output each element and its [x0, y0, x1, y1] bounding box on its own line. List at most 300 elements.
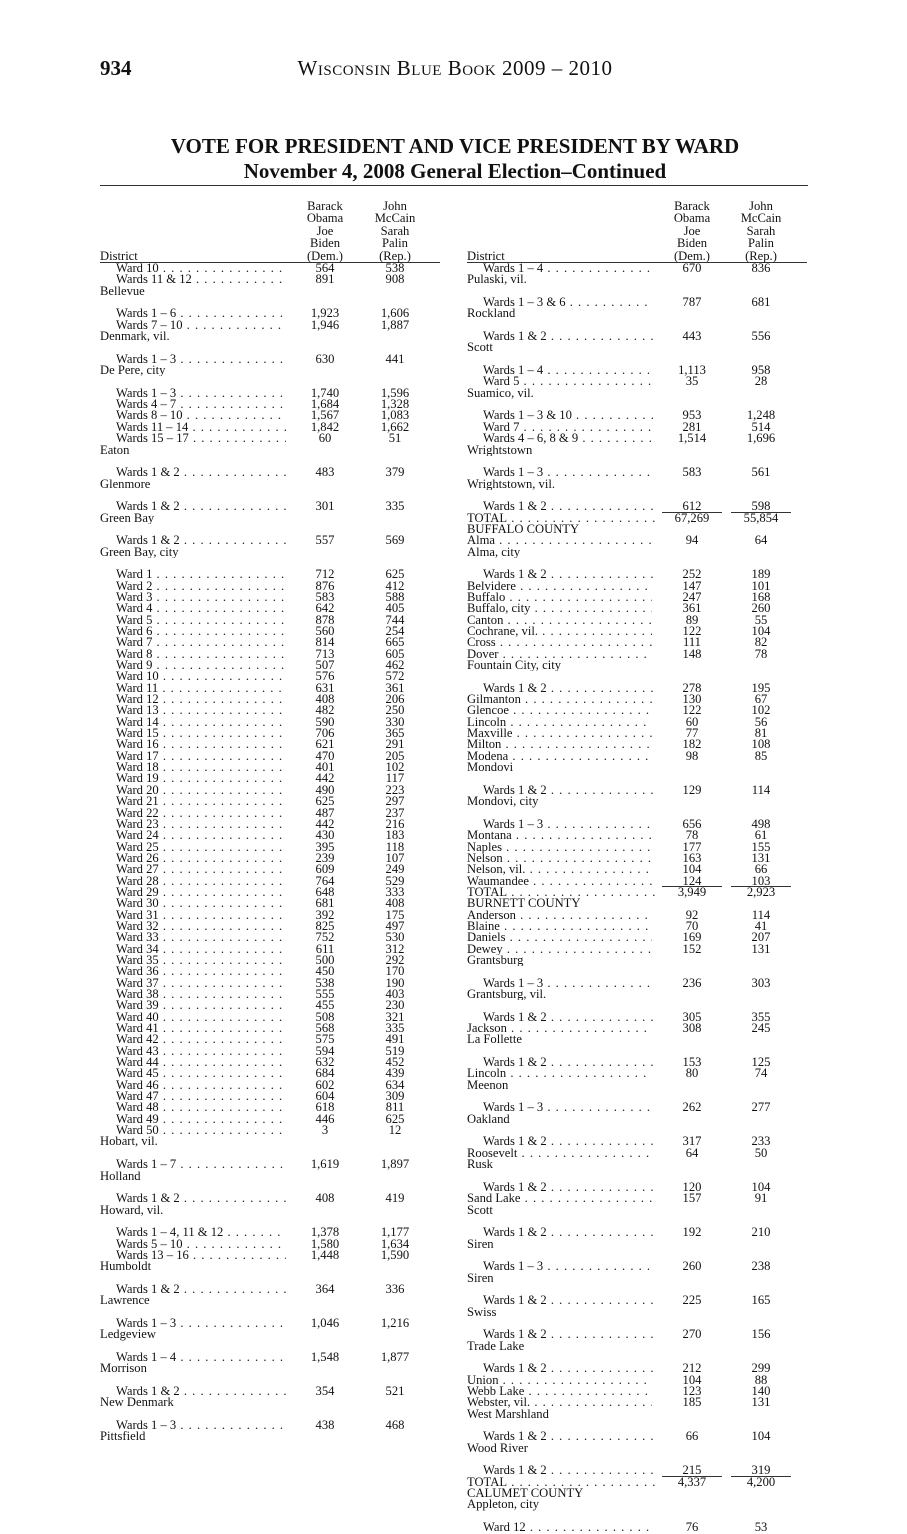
district-label: Mondovi, city: [467, 796, 539, 808]
rep-votes: 51: [388, 431, 402, 446]
table-row: [467, 320, 807, 343]
district-label: Ward 25 . . .: [116, 842, 286, 853]
district-heading: [100, 1136, 440, 1147]
district-label: TOTAL . . .: [467, 887, 657, 898]
district-label: Meenon: [467, 1079, 509, 1092]
district-header: District: [100, 249, 138, 263]
dem-votes: 60: [685, 714, 699, 729]
district-label: Siren: [467, 1272, 494, 1284]
rep-votes: 561: [751, 465, 771, 480]
district-heading: [467, 989, 807, 1000]
table-row: [100, 1273, 440, 1296]
dem-votes: 576: [315, 669, 335, 684]
dem-votes: 278: [682, 680, 702, 695]
rep-votes: 101: [751, 578, 771, 593]
dem-votes: 395: [315, 839, 335, 854]
dem-votes: 77: [685, 726, 699, 741]
rep-votes: 102: [385, 760, 405, 775]
dem-votes: 401: [315, 760, 335, 775]
table-row: [467, 1193, 807, 1204]
table-row: [100, 1247, 440, 1262]
dem-votes: 568: [315, 1021, 335, 1036]
district-label: Eaton: [100, 444, 130, 456]
table-row: [100, 1409, 440, 1432]
district-label: TOTAL . . .: [467, 1477, 657, 1488]
district-heading: [467, 1080, 807, 1091]
table-row: [100, 1307, 440, 1330]
rep-votes: 238: [751, 1259, 771, 1274]
district-label: Ward 10 . . .: [116, 263, 286, 274]
rep-votes: 28: [754, 374, 768, 389]
rep-votes: 452: [385, 1055, 405, 1070]
page-title: [100, 134, 810, 184]
district-heading: [467, 1273, 807, 1284]
table-row: [467, 1046, 807, 1069]
district-label: Rusk: [467, 1159, 493, 1171]
rep-votes: 245: [751, 1021, 771, 1036]
rep-votes: 56: [754, 714, 768, 729]
rep-votes: 605: [385, 646, 405, 661]
district-label: Wards 5 – 10 . . .: [116, 1239, 286, 1250]
dem-votes: 157: [682, 1191, 702, 1206]
rep-votes: 519: [385, 1043, 405, 1058]
table-row: [100, 297, 440, 320]
rep-votes: 1,606: [380, 306, 410, 321]
rep-votes: 1,877: [380, 1350, 410, 1364]
district-label: Wards 1 – 3 . . .: [116, 1420, 286, 1431]
rep-votes: 1,177: [380, 1225, 410, 1240]
dem-votes: 446: [315, 1111, 335, 1126]
district-label: TOTAL . . .: [467, 513, 657, 524]
district-label: Alma . . .: [467, 535, 652, 546]
district-heading: [467, 342, 807, 353]
district-label: Roosevelt . . .: [467, 1148, 652, 1159]
district-label: Ward 8 . . .: [116, 649, 286, 660]
dem-votes: 712: [315, 567, 335, 582]
table-row: [467, 286, 807, 309]
dem-votes: 70: [685, 918, 699, 933]
district-heading: [100, 286, 440, 297]
district-label: Wards 1 & 2 . . .: [483, 1136, 653, 1147]
rep-votes: 249: [385, 862, 405, 877]
rep-votes: 441: [385, 351, 405, 366]
rep-votes: 439: [385, 1066, 405, 1081]
table-row: [467, 966, 807, 989]
district-label: Wards 1 – 3 . . .: [483, 819, 653, 830]
district-label: Ward 34 . . .: [116, 944, 286, 955]
district-label: Ward 17 . . .: [116, 751, 286, 762]
district-label: De Pere, city: [100, 365, 166, 377]
district-label: Glenmore: [100, 478, 151, 490]
district-label: Wards 1 & 2 . . .: [483, 1431, 653, 1442]
district-label: Wards 1 – 4 . . .: [483, 263, 653, 274]
rep-votes: 131: [751, 850, 771, 865]
district-label: Ward 13 . . .: [116, 705, 286, 716]
rep-votes: 237: [385, 805, 405, 820]
rep-votes: 189: [751, 567, 771, 582]
district-label: Wards 13 – 16 . . .: [116, 1250, 286, 1261]
table-row: [467, 1386, 807, 1397]
district-label: Ward 30 . . .: [116, 898, 286, 909]
district-heading: [467, 1341, 807, 1352]
rep-votes: 107: [385, 850, 405, 865]
title-rule: [100, 185, 808, 186]
district-label: Trade Lake: [467, 1340, 525, 1352]
district-label: Montana . . .: [467, 830, 652, 841]
rep-votes: 529: [385, 873, 405, 888]
table-row: [467, 1284, 807, 1307]
district-label: Ledgeview: [100, 1329, 156, 1341]
district-heading: [467, 479, 807, 490]
table-row: [467, 1250, 807, 1273]
rep-votes: 277: [751, 1100, 771, 1115]
dem-votes: 814: [315, 635, 335, 650]
dem-votes: 612: [682, 499, 702, 514]
dem-votes: 1,740: [310, 385, 340, 400]
dem-votes: 98: [685, 748, 699, 763]
district-label: Pulaski, vil.: [467, 274, 527, 286]
table-row: [467, 1397, 807, 1408]
district-label: Humboldt: [100, 1261, 152, 1273]
table-row: [467, 1068, 807, 1079]
table-row: [467, 1420, 807, 1443]
dem-votes: 555: [315, 987, 335, 1001]
dem-votes: 317: [682, 1134, 702, 1149]
rep-votes: 175: [385, 907, 405, 922]
district-heading: [467, 308, 807, 319]
district-heading: [100, 365, 440, 376]
rep-votes: 1,590: [380, 1247, 410, 1262]
rep-votes: 598: [751, 499, 771, 514]
dem-votes: 443: [682, 329, 702, 344]
district-label: Wards 1 – 4 . . .: [116, 1352, 286, 1363]
dem-votes: 621: [315, 737, 335, 752]
dem-votes: 455: [315, 998, 335, 1013]
dem-votes: 557: [315, 533, 335, 548]
rep-votes: 206: [385, 692, 405, 707]
dem-votes: 392: [315, 907, 335, 922]
district-label: Wards 1 & 2 . . .: [483, 1363, 653, 1374]
district-label: Wards 1 – 3 . . .: [483, 1261, 653, 1272]
dem-votes: 713: [315, 646, 335, 661]
rep-votes: 538: [385, 261, 405, 275]
rep-votes: 292: [385, 952, 405, 967]
rep-votes: 156: [751, 1327, 771, 1342]
district-label: Wards 1 & 2 . . .: [483, 331, 653, 342]
dem-votes: 670: [682, 261, 702, 275]
total-row: [467, 884, 807, 899]
district-label: Milton . . .: [467, 739, 652, 750]
table-row: [467, 456, 807, 479]
dem-votes: 236: [682, 975, 702, 990]
rep-votes: 118: [385, 839, 405, 854]
dem-votes: 500: [315, 952, 335, 967]
table-row: [467, 941, 807, 956]
rep-votes: 634: [385, 1077, 405, 1092]
district-label: Morrison: [100, 1363, 147, 1375]
district-heading: [467, 1205, 807, 1216]
rep-votes: 462: [385, 658, 405, 673]
district-heading: [100, 1295, 440, 1306]
district-header: District: [467, 249, 505, 263]
district-label: Lincoln . . .: [467, 1068, 652, 1079]
rep-votes: 190: [385, 975, 405, 990]
district-heading: [467, 388, 807, 399]
dem-votes: 1,923: [310, 306, 340, 321]
district-label: Wards 1 & 2 . . .: [483, 1012, 653, 1023]
table-row: [467, 1454, 807, 1477]
rep-votes: 836: [751, 261, 771, 275]
running-header: [100, 56, 810, 82]
dem-votes: 594: [315, 1043, 335, 1058]
rep-votes: 82: [754, 635, 768, 650]
district-label: Sand Lake . . .: [467, 1193, 652, 1204]
table-row: [100, 1125, 440, 1136]
dem-votes: 60: [318, 431, 332, 446]
dem-votes: 609: [315, 862, 335, 877]
dem-votes: 147: [682, 578, 702, 593]
rep-votes: 12: [388, 1123, 402, 1138]
table-row: [467, 1125, 807, 1148]
rep-votes: 958: [751, 363, 771, 378]
table-row: [100, 1182, 440, 1205]
dem-votes: 247: [682, 589, 702, 604]
dem-votes: 438: [315, 1418, 335, 1433]
district-label: Waumandee . . .: [467, 876, 652, 887]
left-table-body: [100, 263, 440, 1443]
dem-votes: 1,580: [310, 1236, 340, 1251]
dem-votes: 262: [682, 1100, 702, 1115]
dem-votes: 301: [315, 499, 335, 514]
district-label: Ward 5 . . .: [483, 376, 653, 387]
rep-votes: 497: [385, 918, 405, 933]
dem-votes: 631: [315, 680, 335, 695]
rep-votes: 569: [385, 533, 405, 548]
district-label: Wards 1 & 2 . . .: [483, 1295, 653, 1306]
district-label: Ward 48 . . .: [116, 1102, 286, 1113]
dem-votes: 3,949: [662, 886, 722, 898]
right-table: [467, 198, 807, 1534]
district-label: Maxville . . .: [467, 728, 652, 739]
rep-votes: 1,216: [380, 1315, 410, 1330]
rep-votes: 530: [385, 930, 405, 945]
district-heading: [467, 660, 807, 671]
dem-votes: 442: [315, 816, 335, 831]
district-label: Denmark, vil.: [100, 331, 170, 343]
district-label: Wards 1 & 2 . . .: [483, 1329, 653, 1340]
rep-votes: 114: [751, 907, 771, 922]
rep-votes: 1,083: [380, 408, 410, 423]
table-row: [100, 524, 440, 547]
rep-votes: 312: [385, 941, 405, 956]
district-label: Webster, vil. . . .: [467, 1397, 652, 1408]
district-label: Cross . . .: [467, 637, 652, 648]
table-row: [467, 1352, 807, 1375]
rep-votes: 335: [385, 499, 405, 514]
district-label: La Follette: [467, 1034, 522, 1046]
dem-votes: 239: [315, 850, 335, 865]
rep-votes: 625: [385, 567, 405, 582]
district-label: Belvidere . . .: [467, 581, 652, 592]
dem-votes: 1,548: [310, 1350, 340, 1364]
rep-header: John McCain Sarah Palin (Rep.): [740, 198, 782, 263]
district-label: Nelson, vil. . . .: [467, 864, 652, 875]
table-row: [100, 274, 440, 285]
district-label: Wards 15 – 17 . . .: [116, 433, 286, 444]
dem-votes: 177: [682, 839, 702, 854]
district-heading: [100, 331, 440, 342]
district-label: Ward 41 . . .: [116, 1023, 286, 1034]
district-label: Wards 1 & 2 . . .: [483, 1465, 653, 1476]
district-label: Ward 9 . . .: [116, 660, 286, 671]
district-label: Wards 1 & 2 . . .: [116, 467, 286, 478]
district-label: BUFFALO COUNTY: [467, 523, 580, 536]
district-label: Oakland: [467, 1113, 510, 1126]
dem-votes: 953: [682, 408, 702, 423]
district-label: Ward 44 . . .: [116, 1057, 286, 1068]
title-line-1: VOTE FOR PRESIDENT AND VICE PRESIDENT BY WARD: [170, 134, 740, 158]
district-label: Holland: [100, 1170, 141, 1182]
rep-votes: 254: [385, 624, 405, 638]
dem-votes: 78: [685, 828, 699, 843]
district-label: Ward 19 . . .: [116, 773, 286, 784]
rep-votes: 210: [751, 1225, 771, 1240]
district-label: Wards 1 – 3 . . .: [116, 388, 286, 399]
district-label: Ward 31 . . .: [116, 910, 286, 921]
rep-votes: 91: [754, 1191, 768, 1206]
rep-votes: 665: [385, 635, 405, 650]
rep-votes: 170: [385, 964, 405, 979]
dem-votes: 1,378: [310, 1225, 340, 1240]
rep-votes: 61: [754, 828, 768, 843]
district-heading: [100, 547, 440, 558]
district-label: Wards 1 – 4 . . .: [483, 365, 653, 376]
table-row: [467, 1000, 807, 1023]
table-row: [467, 433, 807, 444]
table-row: [100, 342, 440, 365]
dem-votes: 225: [682, 1293, 702, 1308]
district-label: Ward 35 . . .: [116, 955, 286, 966]
district-label: Glencoe . . .: [467, 705, 652, 716]
table-row: [467, 773, 807, 796]
rep-votes: 223: [385, 782, 405, 797]
rep-votes: 41: [754, 918, 768, 933]
district-label: Wrightstown: [467, 444, 533, 456]
district-heading: [100, 1363, 440, 1374]
rep-votes: 299: [751, 1361, 771, 1376]
district-heading: [467, 547, 807, 558]
district-label: Ward 29 . . .: [116, 887, 286, 898]
district-heading: [467, 1409, 807, 1420]
dem-votes: 630: [315, 351, 335, 366]
dem-votes: 80: [685, 1066, 699, 1081]
dem-votes: 104: [682, 1372, 702, 1387]
rep-votes: 355: [751, 1009, 771, 1024]
rep-votes: 168: [751, 589, 771, 604]
dem-votes: 122: [682, 703, 702, 718]
dem-votes: 538: [315, 975, 335, 990]
table-row: [100, 1375, 440, 1398]
dem-votes: 192: [682, 1225, 702, 1240]
rep-votes: 85: [754, 748, 768, 763]
rep-votes: 103: [751, 873, 771, 888]
rep-votes: 309: [385, 1089, 405, 1104]
dem-votes: 152: [682, 941, 702, 956]
district-label: Wrightstown, vil.: [467, 478, 555, 490]
table-row: [467, 1145, 807, 1160]
district-label: Wards 4 – 6, 8 & 9 . . .: [483, 433, 653, 444]
district-label: Ward 18 . . .: [116, 762, 286, 773]
rep-votes: 183: [385, 828, 405, 843]
table-row: [467, 1171, 807, 1194]
dem-votes: 1,514: [677, 431, 707, 446]
district-label: Ward 5 . . .: [116, 615, 286, 626]
district-heading: [467, 445, 807, 456]
dem-votes: 281: [682, 419, 702, 434]
district-label: Ward 22 . . .: [116, 808, 286, 819]
district-label: Ward 50 . . .: [116, 1125, 286, 1136]
district-label: Anderson . . .: [467, 910, 652, 921]
rep-votes: 66: [754, 862, 768, 877]
rep-votes: 297: [385, 794, 405, 809]
district-label: Ward 28 . . .: [116, 876, 286, 887]
rep-votes: 81: [754, 726, 768, 741]
district-label: Ward 27 . . .: [116, 864, 286, 875]
district-label: Lincoln . . .: [467, 717, 652, 728]
table-row: [100, 1341, 440, 1364]
table-row: [100, 490, 440, 513]
district-label: Wards 4 – 7 . . .: [116, 399, 286, 410]
district-label: Wards 11 & 12 . . .: [116, 274, 286, 285]
district-heading: [467, 1159, 807, 1170]
district-label: CALUMET COUNTY: [467, 1488, 584, 1500]
district-label: Wards 11 – 14 . . .: [116, 422, 286, 433]
district-label: Pittsfield: [100, 1431, 146, 1443]
dem-votes: 66: [685, 1429, 699, 1444]
dem-votes: 618: [315, 1100, 335, 1115]
dem-votes: 825: [315, 918, 335, 933]
district-heading: [467, 1499, 807, 1510]
district-label: Wards 1 & 2 . . .: [483, 785, 653, 796]
rep-votes: 88: [754, 1372, 768, 1387]
dem-votes: 490: [315, 782, 335, 797]
rep-votes: 408: [385, 896, 405, 911]
table-row: [100, 433, 440, 444]
rep-votes: 321: [385, 1009, 405, 1024]
district-label: Wood River: [467, 1442, 528, 1455]
table-row: [467, 748, 807, 763]
rep-votes: 64: [754, 533, 768, 548]
district-label: Ward 2 . . .: [116, 581, 286, 592]
left-table: [100, 198, 440, 1443]
column-header: [467, 198, 807, 263]
dem-votes: 1,567: [310, 408, 340, 423]
district-heading: [467, 1114, 807, 1125]
table-row: [467, 1511, 807, 1534]
district-label: Rockland: [467, 308, 516, 320]
dem-votes: 1,448: [310, 1247, 340, 1262]
total-row: [467, 1474, 807, 1489]
dem-votes: 482: [315, 703, 335, 718]
table-row: [467, 1318, 807, 1341]
district-label: Jackson . . .: [467, 1023, 652, 1034]
rep-votes: 303: [751, 975, 771, 990]
district-label: Howard, vil.: [100, 1204, 164, 1216]
district-label: Ward 39 . . .: [116, 1000, 286, 1011]
table-row: [467, 808, 807, 831]
dem-votes: 878: [315, 612, 335, 627]
district-label: Wards 1 & 2 . . .: [483, 1227, 653, 1238]
